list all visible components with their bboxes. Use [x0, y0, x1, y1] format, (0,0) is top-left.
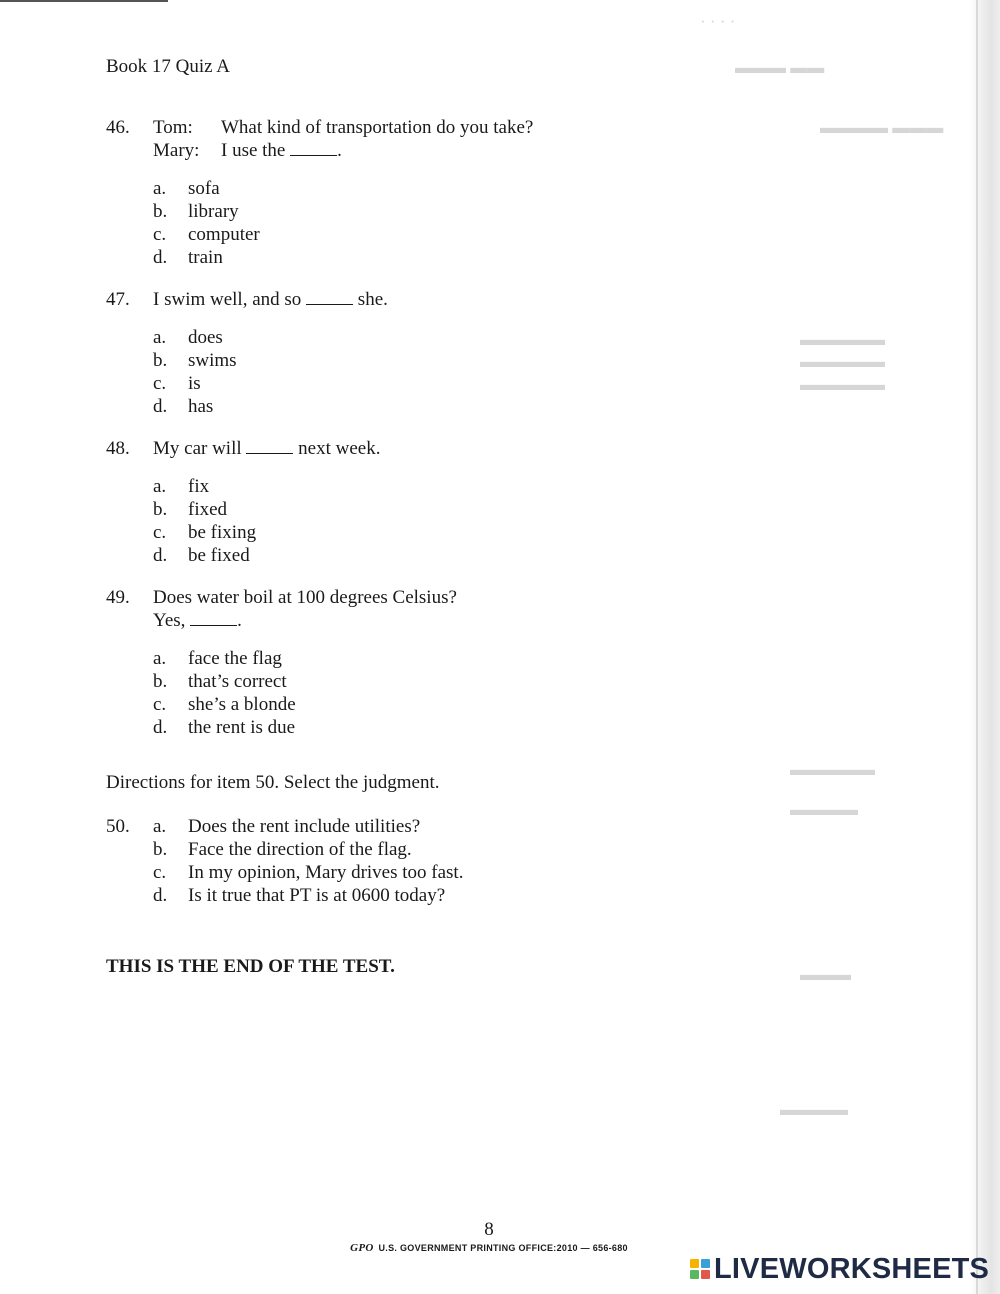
- question-number: 47.: [106, 289, 130, 310]
- option-letter: d.: [153, 885, 168, 906]
- logo-square: [690, 1259, 699, 1268]
- option-letter: b.: [153, 350, 168, 371]
- option-text: Face the direction of the flag.: [188, 839, 412, 860]
- answer-blank: [306, 289, 353, 305]
- scan-top-rule: [0, 0, 168, 2]
- stem-text: I use the: [221, 140, 286, 161]
- question-stem-line: [153, 139, 342, 162]
- option-letter: a.: [153, 327, 167, 348]
- option-text: Does the rent include utilities?: [188, 816, 421, 837]
- question-stem-line: [153, 437, 380, 460]
- stem-text-after: next week.: [298, 438, 381, 459]
- option-letter: c.: [153, 694, 167, 715]
- option-text: does: [188, 327, 223, 348]
- option-letter: b.: [153, 839, 168, 860]
- stem-text: Does water boil at 100 degrees Celsius?: [153, 587, 457, 608]
- stem-text: My car will: [153, 438, 242, 459]
- option-text: In my opinion, Mary drives too fast.: [188, 862, 464, 883]
- page-number: 8: [484, 1219, 494, 1240]
- question-stem-line: [153, 116, 533, 139]
- answer-blank: [290, 140, 337, 156]
- quiz-header: Book 17 Quiz A: [106, 56, 231, 77]
- option-letter: b.: [153, 671, 168, 692]
- option-letter: d.: [153, 545, 168, 566]
- option-text: be fixing: [188, 522, 257, 543]
- option-letter: c.: [153, 862, 167, 883]
- option-text: she’s a blonde: [188, 694, 296, 715]
- logo-square: [701, 1270, 710, 1279]
- question-number: 46.: [106, 117, 130, 138]
- question-stem-line: [153, 609, 242, 632]
- liveworksheets-wordmark: LIVEWORKSHEETS: [714, 1253, 990, 1285]
- option-letter: a.: [153, 648, 167, 669]
- stem-text-after: .: [337, 140, 342, 161]
- stem-text: Yes,: [153, 610, 186, 631]
- option-letter: d.: [153, 396, 168, 417]
- option-letter: d.: [153, 717, 168, 738]
- answer-blank: [190, 610, 237, 626]
- option-text: has: [188, 396, 214, 417]
- question-number: 50.: [106, 816, 130, 837]
- gpo-logo: GPO: [350, 1242, 374, 1254]
- stem-text-after: .: [237, 610, 242, 631]
- logo-square: [690, 1270, 699, 1279]
- option-text: face the flag: [188, 648, 282, 669]
- option-letter: b.: [153, 201, 168, 222]
- liveworksheets-watermark: [690, 1254, 989, 1284]
- question-stem-line: [153, 586, 457, 609]
- option-text: Is it true that PT is at 0600 today?: [188, 885, 446, 906]
- option-letter: b.: [153, 499, 168, 520]
- option-letter: a.: [153, 476, 167, 497]
- option-text: sofa: [188, 178, 220, 199]
- question-number: 49.: [106, 587, 130, 608]
- logo-square: [701, 1259, 710, 1268]
- option-text: the rent is due: [188, 717, 296, 738]
- stem-text: What kind of transportation do you take?: [221, 117, 534, 138]
- liveworksheets-logo-icon: [690, 1259, 710, 1279]
- answer-blank: [246, 438, 293, 454]
- option-text: swims: [188, 350, 237, 371]
- option-text: is: [188, 373, 201, 394]
- stem-text-after: she.: [357, 289, 388, 310]
- end-of-test-notice: THIS IS THE END OF THE TEST.: [106, 956, 395, 977]
- scan-page-edge-line: [976, 0, 978, 1294]
- option-text: library: [188, 201, 239, 222]
- option-text: fix: [188, 476, 210, 497]
- option-text: fixed: [188, 499, 228, 520]
- scan-page-edge: [970, 0, 1000, 1294]
- directions-text: Directions for item 50. Select the judgment.: [106, 772, 440, 793]
- option-letter: c.: [153, 373, 167, 394]
- option-letter: a.: [153, 816, 167, 837]
- speaker-name: Tom:: [153, 117, 193, 138]
- option-letter: c.: [153, 224, 167, 245]
- option-letter: a.: [153, 178, 167, 199]
- option-letter: c.: [153, 522, 167, 543]
- option-letter: d.: [153, 247, 168, 268]
- option-text: computer: [188, 224, 260, 245]
- printer-text: U.S. GOVERNMENT PRINTING OFFICE:2010 — 656-680: [378, 1243, 628, 1253]
- stem-text: I swim well, and so: [153, 289, 302, 310]
- question-stem-line: [153, 288, 388, 311]
- option-text: be fixed: [188, 545, 250, 566]
- option-text: that’s correct: [188, 671, 287, 692]
- speaker-name: Mary:: [153, 140, 200, 161]
- question-number: 48.: [106, 438, 130, 459]
- option-text: train: [188, 247, 223, 268]
